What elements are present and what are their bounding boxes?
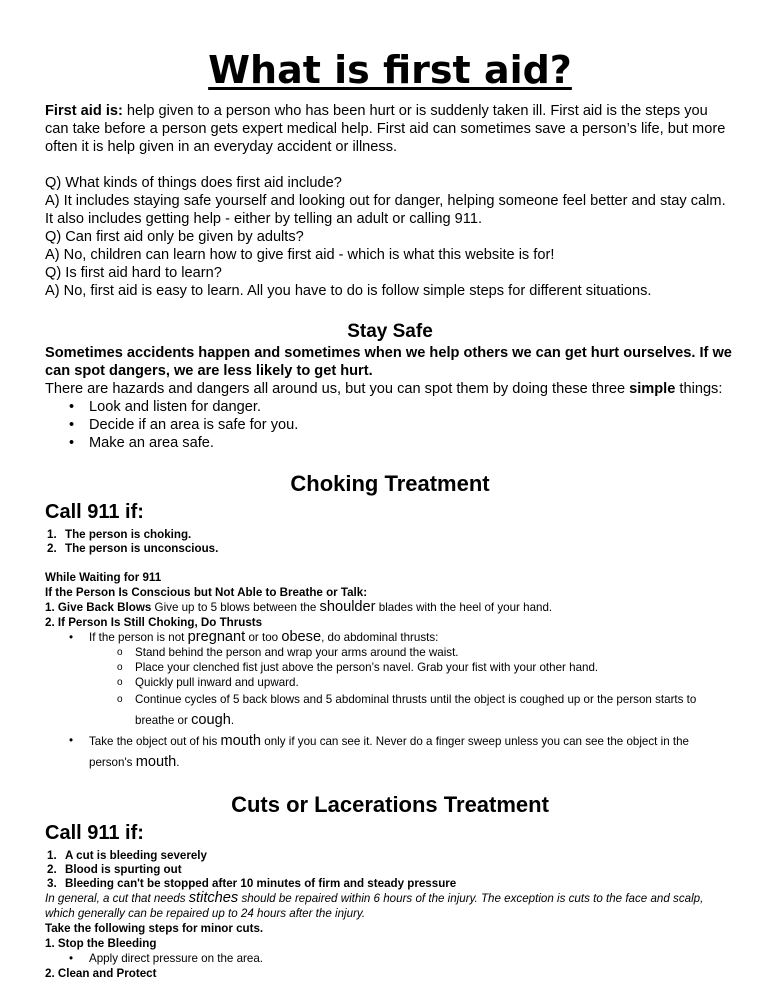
faq-answer: A) No, children can learn how to give first aid - which is what this website is for! <box>45 247 555 263</box>
list-item: 1. A cut is bleeding severely <box>47 849 207 862</box>
list-item: • If the person is not pregnant or too obese, do abdominal thrusts: o Stand behind the person and wrap your arms around the waist. o Place your clenched fist just above the person’s navel. Grab your fist with your other hand. o Quickly pull inward and upward. o Continue cycles of 5 back blows and 5 abdominal thrusts until the object is coughed up or the person starts to breathe or cough. <box>89 630 735 731</box>
thrusts-step: 2. If Person Is Still Choking, Do Thrusts <box>45 616 263 629</box>
page-title: What is first aid? <box>208 48 572 92</box>
thrusts-sub-list <box>89 645 735 731</box>
sub-list-item: o Place your clenched fist just above the person’s navel. Grab your fist with your other hand. <box>135 660 735 675</box>
cuts-call-list <box>45 849 735 891</box>
stay-safe-list <box>45 398 735 452</box>
stay-safe-heading: Stay Safe <box>347 321 433 342</box>
list-item: 2. Blood is spurting out <box>47 863 182 876</box>
document-page <box>45 0 735 981</box>
faq-question: Q) Can first aid only be given by adults? <box>45 229 304 245</box>
faq-answer: A) No, first aid is easy to learn. All you have to do is follow simple steps for different situations. <box>45 283 652 299</box>
faq-question: Q) What kinds of things does first aid include? <box>45 175 342 191</box>
choking-heading: Choking Treatment <box>290 471 490 496</box>
list-item: 3. Bleeding can't be stopped after 10 minutes of firm and steady pressure <box>47 877 457 890</box>
stitches-note: In general, a cut that needs stitches should be repaired within 6 hours of the injury. The exception is cuts to the face and scalp, which generally can be repaired up to 24 hours after the injury. <box>45 890 704 920</box>
list-item: • Apply direct pressure on the area. <box>89 951 735 966</box>
faq-answer: A) It includes staying safe yourself and looking out for danger, helping someone feel better and stay calm. It also includes getting help - either by telling an adult or calling 911. <box>45 193 726 227</box>
sub-list-item: o Quickly pull inward and upward. <box>135 675 735 690</box>
list-item: • Take the object out of his mouth only if you can see it. Never do a finger sweep unless you can see the object in the person's mouth. <box>89 731 735 773</box>
cuts-call-911: Call 911 if: <box>45 822 144 844</box>
stop-bleeding-step: 1. Stop the Bleeding <box>45 937 157 950</box>
sub-list-item: o Continue cycles of 5 back blows and 5 abdominal thrusts until the object is coughed up or the person starts to breathe or cough. <box>135 690 735 731</box>
list-item: 2. The person is unconscious. <box>47 542 219 555</box>
faq-question: Q) Is first aid hard to learn? <box>45 265 222 281</box>
intro-paragraph: First aid is: help given to a person who has been hurt or is suddenly taken ill. First aid is the steps you can take before a person gets expert medical help. First aid can sometimes save a person’s life, but more often it is help given in an everyday accident or illness. <box>45 103 726 155</box>
cuts-heading: Cuts or Lacerations Treatment <box>231 792 549 817</box>
list-item: • Make an area safe. <box>89 434 735 452</box>
sub-list-item: o Stand behind the person and wrap your arms around the waist. <box>135 645 735 660</box>
stop-bleeding-list <box>45 951 735 966</box>
stay-safe-text: There are hazards and dangers all around us, but you can spot them by doing these three simple things: <box>45 381 723 397</box>
list-item: 1. The person is choking. <box>47 528 192 541</box>
back-blows-step: 1. Give Back Blows Give up to 5 blows between the shoulder blades with the heel of your hand. <box>45 599 553 615</box>
stay-safe-bold-text: Sometimes accidents happen and sometimes when we help others we can get hurt ourselves. If we can spot dangers, we are less likely to get hurt. <box>45 345 732 379</box>
conscious-heading: If the Person Is Conscious but Not Able to Breathe or Talk: <box>45 586 368 599</box>
list-item: • Look and listen for danger. <box>89 398 735 416</box>
choking-call-list <box>45 528 735 556</box>
list-item: • Decide if an area is safe for you. <box>89 416 735 434</box>
minor-cuts-heading: Take the following steps for minor cuts. <box>45 922 264 935</box>
thrusts-list <box>45 630 735 773</box>
faq-section <box>45 174 735 300</box>
clean-protect-step: 2. Clean and Protect <box>45 967 157 980</box>
waiting-heading: While Waiting for 911 <box>45 571 162 584</box>
choking-call-911: Call 911 if: <box>45 501 144 523</box>
